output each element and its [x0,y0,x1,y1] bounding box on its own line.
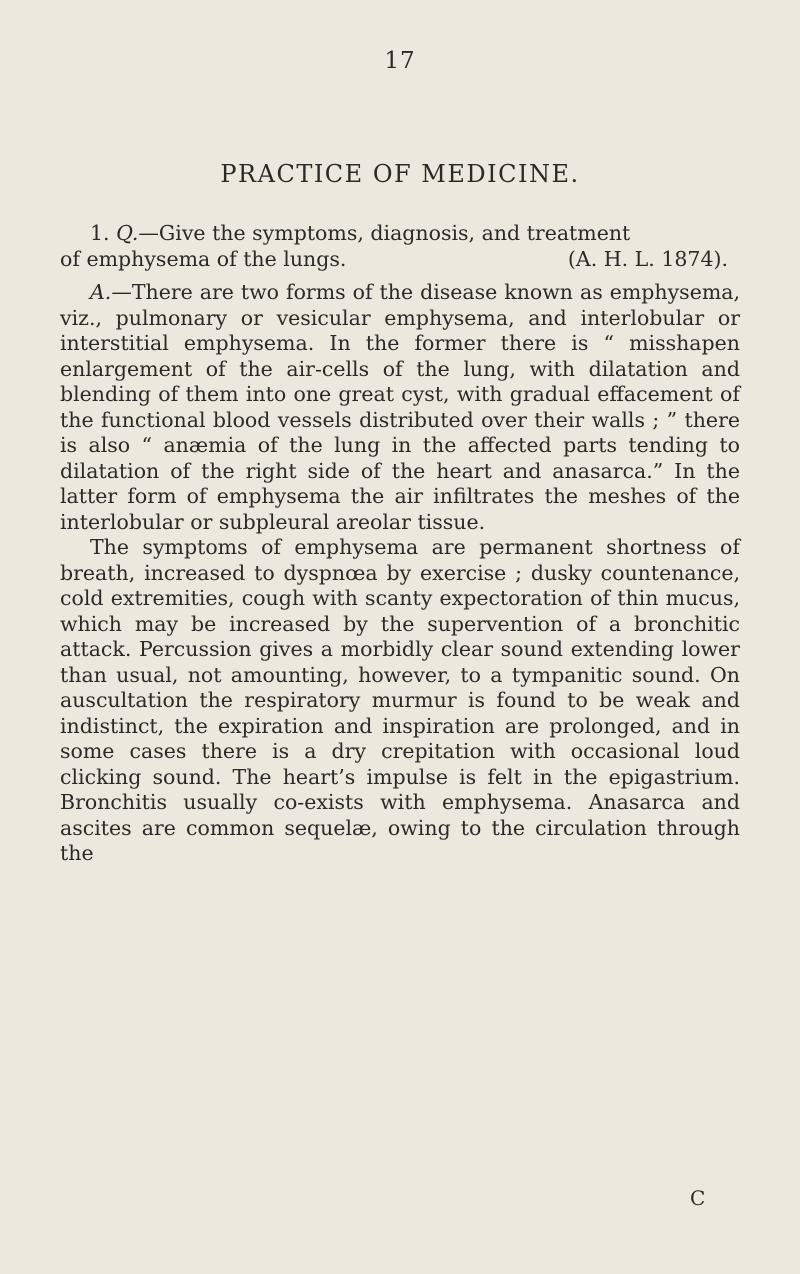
question-label: Q. [116,221,139,245]
question-number: 1. [90,221,110,245]
answer-text-1: —There are two forms of the disease known as emphysema, viz., pulmonary or vesicular emphysema, and interlobular or interstitial emphysema. In the former there is “ misshapen enlargement of the air-cells of the lung, with dilatation and blending of them into one great cyst, with gradual effacement of the functional blood vessels distributed over their walls ; ” there is also “ anæmia of the lung in the affected parts tending to dilatation of the right side of the heart and anasarca.” In the latter form of emphysema the air infiltrates the meshes of the interlobular or subpleural areolar tissue. [60,280,740,534]
page-number: 17 [384,48,416,74]
question-source: (A. H. L. 1874). [567,246,728,271]
answer-paragraph-2: The symptoms of emphysema are permanent shortness of breath, increased to dyspnœa by exercise ; dusky countenance, cold extremities, cough with scanty expectoration of thin mucus, which may be increased by the supervention of a bronchitic attack. Percussion gives a morbidly clear sound extending lower than usual, not amounting, however, to a tympanitic sound. On auscultation the respiratory murmur is found to be weak and indistinct, the expiration and inspiration are prolonged, and in some cases there is a dry crepitation with occasional loud clicking sound. The heart’s impulse is felt in the epigastrium. Bronchitis usually co-exists with emphysema. Anasarca and ascites are common sequelæ, owing to the circulation through the [60,535,740,865]
question-text-2: of emphysema of the lungs. [60,246,347,271]
question-line-1 [60,221,740,247]
question-line-2 [60,247,740,273]
answer-label: A. [90,280,112,304]
body-text [60,221,740,867]
question-text-1: —Give the symptoms, diagnosis, and treatment [138,221,631,245]
signature-mark: C [690,1186,706,1210]
section-heading: PRACTICE OF MEDICINE. [220,160,580,188]
answer-paragraph-1 [60,280,740,535]
